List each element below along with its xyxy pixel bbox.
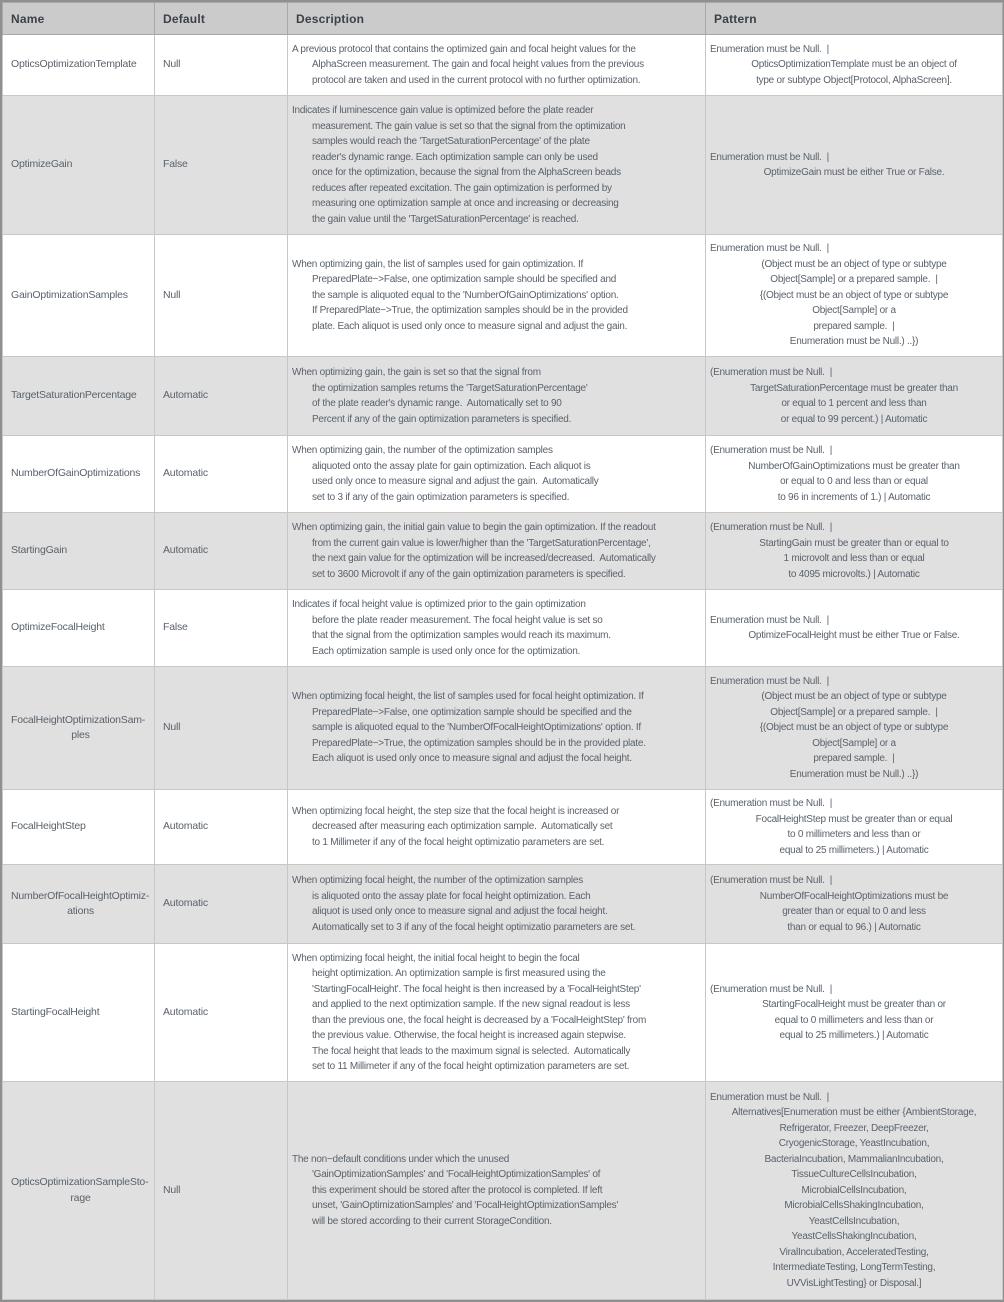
option-name-cell bbox=[3, 96, 155, 235]
text-line: Enumeration must be Null. | bbox=[710, 151, 829, 163]
text-line: A previous protocol that contains the optimized gain and focal height values for the bbox=[292, 43, 636, 55]
description-cell bbox=[288, 35, 706, 96]
table-row bbox=[3, 1082, 1003, 1300]
text-line: ations bbox=[67, 905, 94, 917]
description-cell bbox=[288, 944, 706, 1082]
table-row bbox=[3, 96, 1003, 235]
option-name-cell bbox=[3, 35, 155, 96]
text-line: StartingFocalHeight bbox=[11, 1005, 100, 1018]
table-header bbox=[3, 3, 1003, 35]
option-name-cell bbox=[3, 790, 155, 865]
text-line: The focal height that leads to the maximum signal is selected. Automatically bbox=[312, 1045, 631, 1057]
text-line: YeastCellsIncubation, bbox=[808, 1215, 900, 1227]
text-line: reader's dynamic range. Each optimization sample can only be used bbox=[312, 151, 598, 163]
text-line: (Enumeration must be Null. | bbox=[710, 875, 833, 886]
text-line: ViralIncubation, AcceleratedTesting, bbox=[779, 1246, 929, 1258]
text-line: OpticsOptimizationSampleSto- bbox=[11, 1176, 149, 1188]
text-line: equal to 25 millimeters.) | Automatic bbox=[779, 844, 929, 856]
text-line: measurement. The gain value is set so that the signal from the optimization bbox=[312, 120, 626, 132]
table-row bbox=[3, 944, 1003, 1082]
text-line: OpticsOptimizationTemplate bbox=[11, 58, 137, 71]
text-line: Automatic bbox=[163, 389, 208, 402]
default-value-cell bbox=[155, 790, 288, 865]
text-line: set to 3600 Microvolt if any of the gain optimization parameters is specified. bbox=[312, 568, 626, 580]
text-line: equal to 25 millimeters.) | Automatic bbox=[779, 1030, 929, 1041]
text-line: the next gain value for the optimization will be increased/decreased. Automatically bbox=[312, 553, 656, 564]
table-row bbox=[3, 357, 1003, 436]
text-line: 'GainOptimizationSamples' and 'FocalHeightOptimizationSamples' of bbox=[312, 1169, 601, 1181]
text-line: CryogenicStorage, YeastIncubation, bbox=[778, 1138, 930, 1150]
text-line: When optimizing focal height, the number of the optimization samples bbox=[292, 875, 583, 886]
text-line: measuring one optimization sample at once and increasing or decreasing bbox=[312, 198, 619, 209]
text-line: aliquoted onto the assay plate for gain optimization. Each aliquot is bbox=[312, 460, 591, 472]
text-line: Enumeration must be Null.) ..}) bbox=[789, 768, 919, 780]
text-line: 1 microvolt and less than or equal bbox=[783, 553, 925, 564]
default-value-cell bbox=[155, 357, 288, 436]
text-line: StartingGain bbox=[11, 544, 67, 557]
text-line: NumberOfGainOptimizations must be greater than bbox=[748, 460, 960, 472]
text-line: Percent if any of the gain optimization parameters is specified. bbox=[312, 413, 572, 425]
text-line: NumberOfFocalHeightOptimizations must be bbox=[759, 890, 949, 902]
column-header-name: Name bbox=[3, 3, 155, 35]
option-name-cell bbox=[3, 513, 155, 590]
text-line: unset, 'GainOptimizationSamples' and 'FocalHeightOptimizationSamples' bbox=[312, 1200, 619, 1212]
default-value-cell bbox=[155, 944, 288, 1082]
description-cell bbox=[288, 436, 706, 513]
text-line: Enumeration must be Null. | bbox=[710, 675, 829, 687]
text-line: once for the optimization, because the signal from the AlphaScreen beads bbox=[312, 167, 621, 178]
table-row bbox=[3, 590, 1003, 667]
description-cell bbox=[288, 667, 706, 790]
text-line: prepared sample. | bbox=[813, 320, 895, 332]
description-cell bbox=[288, 235, 706, 357]
text-line: Automatic bbox=[163, 897, 208, 910]
text-line: Object[Sample] or a bbox=[812, 737, 896, 749]
text-line: IntermediateTesting, LongTermTesting, bbox=[772, 1262, 936, 1274]
text-line: sample is aliquoted equal to the 'NumberOfFocalHeightOptimizations' option. If bbox=[312, 722, 641, 734]
text-line: TargetSaturationPercentage must be greater than bbox=[750, 382, 958, 394]
text-line: reduces after repeated excitation. The gain optimization is performed by bbox=[312, 182, 612, 194]
text-line: When optimizing focal height, the initial focal height to begin the focal bbox=[292, 952, 580, 964]
table-row bbox=[3, 436, 1003, 513]
text-line: Object[Sample] or a bbox=[812, 305, 896, 317]
experiment-options-table bbox=[2, 2, 1003, 1300]
text-line: FocalHeightStep must be greater than or equal bbox=[755, 813, 953, 825]
description-cell bbox=[288, 1082, 706, 1300]
text-line: this experiment should be stored after the protocol is completed. If left bbox=[312, 1184, 603, 1196]
text-line: 'StartingFocalHeight'. The focal height is then increased by a 'FocalHeightStep' bbox=[312, 983, 641, 995]
text-line: to 1 Millimeter if any of the focal height optimizatio parameters are set. bbox=[312, 836, 605, 848]
table-row bbox=[3, 35, 1003, 96]
table-body bbox=[3, 35, 1003, 1300]
option-name-cell bbox=[3, 667, 155, 790]
description-cell bbox=[288, 357, 706, 436]
text-line: If PreparedPlate−>True, the optimization samples should be in the provided bbox=[312, 305, 628, 317]
text-line: Object[Sample] or a prepared sample. | bbox=[770, 706, 938, 718]
text-line: UVVisLightTesting} or Disposal.] bbox=[786, 1277, 922, 1289]
text-line: YeastCellsShakingIncubation, bbox=[791, 1231, 917, 1243]
text-line: TissueCultureCellsIncubation, bbox=[791, 1169, 917, 1181]
text-line: FocalHeightStep bbox=[11, 820, 86, 833]
text-line: Refrigerator, Freezer, DeepFreezer, bbox=[779, 1122, 929, 1134]
table-row bbox=[3, 790, 1003, 865]
text-line: PreparedPlate−>False, one optimization sample should be specified and the bbox=[312, 706, 632, 718]
description-cell bbox=[288, 790, 706, 865]
text-line: than or equal to 96.) | Automatic bbox=[787, 921, 921, 933]
text-line: aliquot is used only once to measure signal and adjust the focal height. bbox=[312, 906, 608, 917]
text-line: Enumeration must be Null. | bbox=[710, 243, 829, 255]
description-cell bbox=[288, 96, 706, 235]
text-line: that the signal from the optimization samples would reach its maximum. bbox=[312, 630, 611, 641]
text-line: StartingFocalHeight must be greater than or bbox=[762, 999, 946, 1010]
text-line: Automatic bbox=[163, 544, 208, 557]
text-line: Indicates if luminescence gain value is optimized before the plate reader bbox=[292, 105, 594, 116]
column-header-pattern: Pattern bbox=[706, 3, 1003, 35]
default-value-cell bbox=[155, 436, 288, 513]
text-line: equal to 0 millimeters and less than or bbox=[774, 1014, 934, 1026]
pattern-cell bbox=[706, 790, 1003, 865]
default-value-cell bbox=[155, 235, 288, 357]
text-line: (Enumeration must be Null. | bbox=[710, 798, 833, 809]
text-line: StartingGain must be greater than or equal to bbox=[759, 537, 949, 549]
text-line: When optimizing gain, the initial gain value to begin the gain optimization. If the readout bbox=[292, 522, 656, 533]
text-line: than the previous one, the focal height is decreased by a 'FocalHeightStep' from bbox=[312, 1014, 647, 1026]
text-line: MicrobialCellsIncubation, bbox=[801, 1184, 907, 1196]
text-line: Null bbox=[163, 288, 181, 301]
pattern-cell bbox=[706, 35, 1003, 96]
pattern-cell bbox=[706, 1082, 1003, 1300]
text-line: (Object must be an object of type or subtype bbox=[761, 258, 947, 270]
header-row bbox=[3, 3, 1003, 35]
table-row bbox=[3, 513, 1003, 590]
text-line: Automatically set to 3 if any of the focal height optimizatio parameters are set. bbox=[312, 921, 636, 933]
text-line: of the plate reader's dynamic range. Automatically set to 90 bbox=[312, 398, 562, 409]
text-line: When optimizing gain, the list of samples used for gain optimization. If bbox=[292, 258, 584, 270]
text-line: the sample is aliquoted equal to the 'NumberOfGainOptimizations' option. bbox=[312, 289, 619, 301]
text-line: height optimization. An optimization sample is first measured using the bbox=[312, 968, 606, 979]
text-line: PreparedPlate−>False, one optimization sample should be specified and bbox=[312, 274, 617, 286]
text-line: is aliquoted onto the assay plate for focal height optimization. Each bbox=[312, 890, 591, 902]
default-value-cell bbox=[155, 1082, 288, 1300]
table-row bbox=[3, 865, 1003, 944]
text-line: False bbox=[163, 158, 188, 171]
text-line: Automatic bbox=[163, 467, 208, 480]
text-line: Enumeration must be Null. | bbox=[710, 1091, 829, 1103]
pattern-cell bbox=[706, 865, 1003, 944]
text-line: (Object must be an object of type or subtype bbox=[761, 691, 947, 703]
text-line: FocalHeightOptimizationSam- bbox=[11, 713, 146, 726]
text-line: Enumeration must be Null. | bbox=[710, 43, 829, 55]
text-line: When optimizing focal height, the step size that the focal height is increased or bbox=[292, 805, 620, 817]
text-line: the previous value. Otherwise, the focal height is increased again stepwise. bbox=[312, 1030, 626, 1041]
pattern-cell bbox=[706, 513, 1003, 590]
text-line: OpticsOptimizationTemplate must be an object of bbox=[751, 59, 957, 71]
text-line: PreparedPlate−>True, the optimization samples should be in the provided plate. bbox=[312, 737, 646, 749]
text-line: Null bbox=[163, 58, 181, 71]
text-line: (Enumeration must be Null. | bbox=[710, 522, 833, 533]
description-cell bbox=[288, 590, 706, 667]
text-line: the optimization samples returns the 'TargetSaturationPercentage' bbox=[312, 382, 588, 394]
text-line: or equal to 99 percent.) | Automatic bbox=[780, 413, 928, 425]
default-value-cell bbox=[155, 513, 288, 590]
text-line: AlphaScreen measurement. The gain and focal height values from the previous bbox=[312, 59, 644, 71]
text-line: to 0 millimeters and less than or bbox=[787, 829, 921, 840]
pattern-cell bbox=[706, 357, 1003, 436]
text-line: and applied to the next optimization sample. If the new signal readout is less bbox=[312, 999, 630, 1010]
text-line: rage bbox=[70, 1191, 91, 1204]
text-line: OptimizeGain must be either True or False. bbox=[763, 167, 945, 178]
text-line: {(Object must be an object of type or subtype bbox=[759, 722, 949, 734]
text-line: to 96 in increments of 1.) | Automatic bbox=[777, 491, 931, 503]
text-line: When optimizing gain, the number of the optimization samples bbox=[292, 445, 553, 456]
default-value-cell bbox=[155, 865, 288, 944]
text-line: Null bbox=[163, 721, 181, 734]
text-line: OptimizeFocalHeight must be either True or False. bbox=[748, 630, 960, 641]
text-line: NumberOfFocalHeightOptimiz- bbox=[11, 889, 150, 902]
text-line: Object[Sample] or a prepared sample. | bbox=[770, 274, 938, 286]
pattern-cell bbox=[706, 944, 1003, 1082]
option-name-cell bbox=[3, 944, 155, 1082]
text-line: greater than or equal to 0 and less bbox=[782, 906, 926, 917]
text-line: the gain value until the 'TargetSaturationPercentage' is reached. bbox=[312, 213, 579, 225]
option-name-cell bbox=[3, 1082, 155, 1300]
description-cell bbox=[288, 865, 706, 944]
text-line: OptimizeGain bbox=[11, 158, 73, 171]
text-line: MicrobialCellsShakingIncubation, bbox=[784, 1200, 924, 1212]
text-line: Enumeration must be Null. | bbox=[710, 614, 829, 626]
default-value-cell bbox=[155, 96, 288, 235]
pattern-cell bbox=[706, 96, 1003, 235]
option-name-cell bbox=[3, 235, 155, 357]
text-line: set to 11 Millimeter if any of the focal height optimization parameters are set. bbox=[312, 1061, 630, 1072]
text-line: prepared sample. | bbox=[813, 753, 895, 765]
text-line: plate. Each aliquot is used only once to measure signal and adjust the gain. bbox=[312, 320, 628, 332]
text-line: Indicates if focal height value is optimized prior to the gain optimization bbox=[292, 599, 586, 610]
text-line: Each aliquot is used only once to measure signal and adjust the focal height. bbox=[312, 753, 632, 765]
text-line: When optimizing focal height, the list of samples used for focal height optimization. If bbox=[292, 691, 644, 703]
text-line: or equal to 1 percent and less than bbox=[781, 398, 927, 409]
text-line: Null bbox=[163, 1183, 181, 1196]
option-name-cell bbox=[3, 590, 155, 667]
text-line: samples would reach the 'TargetSaturationPercentage' of the plate bbox=[312, 136, 590, 147]
text-line: OptimizeFocalHeight bbox=[11, 621, 105, 634]
text-line: decreased after measuring each optimization sample. Automatically set bbox=[312, 821, 613, 833]
text-line: set to 3 if any of the gain optimization parameters is specified. bbox=[312, 491, 570, 503]
column-header-default: Default bbox=[155, 3, 288, 35]
text-line: (Enumeration must be Null. | bbox=[710, 983, 833, 995]
text-line: Automatic bbox=[163, 820, 208, 833]
text-line: {(Object must be an object of type or subtype bbox=[759, 289, 949, 301]
text-line: (Enumeration must be Null. | bbox=[710, 367, 833, 378]
text-line: Each optimization sample is used only once for the optimization. bbox=[312, 645, 581, 657]
text-line: Automatic bbox=[163, 1005, 208, 1018]
default-value-cell bbox=[155, 590, 288, 667]
option-name-cell bbox=[3, 865, 155, 944]
text-line: protocol are taken and used in the current protocol with no further optimization. bbox=[312, 74, 641, 86]
default-value-cell bbox=[155, 35, 288, 96]
text-line: before the plate reader measurement. The focal height value is set so bbox=[312, 614, 603, 626]
option-name-cell bbox=[3, 357, 155, 436]
text-line: or equal to 0 and less than or equal bbox=[780, 476, 928, 487]
text-line: type or subtype Object[Protocol, AlphaScreen]. bbox=[756, 74, 952, 86]
table-row bbox=[3, 667, 1003, 790]
text-line: used only once to measure signal and adjust the gain. Automatically bbox=[312, 476, 599, 487]
text-line: to 4095 microvolts.) | Automatic bbox=[788, 568, 920, 580]
text-line: will be stored according to their current StorageCondition. bbox=[312, 1215, 552, 1227]
pattern-cell bbox=[706, 590, 1003, 667]
table-row bbox=[3, 235, 1003, 357]
default-value-cell bbox=[155, 667, 288, 790]
text-line: Enumeration must be Null.) ..}) bbox=[789, 336, 919, 348]
text-line: BacteriaIncubation, MammalianIncubation, bbox=[764, 1153, 944, 1165]
text-line: from the current gain value is lower/higher than the 'TargetSaturationPercentage', bbox=[312, 537, 651, 549]
text-line: The non−default conditions under which the unused bbox=[292, 1153, 510, 1165]
text-line: When optimizing gain, the gain is set so that the signal from bbox=[292, 367, 541, 378]
option-name-cell bbox=[3, 436, 155, 513]
text-line: NumberOfGainOptimizations bbox=[11, 467, 141, 480]
description-cell bbox=[288, 513, 706, 590]
column-header-description: Description bbox=[288, 3, 706, 35]
pattern-cell bbox=[706, 667, 1003, 790]
pattern-cell bbox=[706, 436, 1003, 513]
text-line: (Enumeration must be Null. | bbox=[710, 445, 833, 456]
pattern-cell bbox=[706, 235, 1003, 357]
text-line: GainOptimizationSamples bbox=[11, 288, 128, 301]
text-line: TargetSaturationPercentage bbox=[11, 389, 137, 402]
text-line: ples bbox=[71, 729, 90, 741]
text-line: Alternatives[Enumeration must be either {AmbientStorage, bbox=[731, 1107, 977, 1119]
text-line: False bbox=[163, 621, 188, 634]
